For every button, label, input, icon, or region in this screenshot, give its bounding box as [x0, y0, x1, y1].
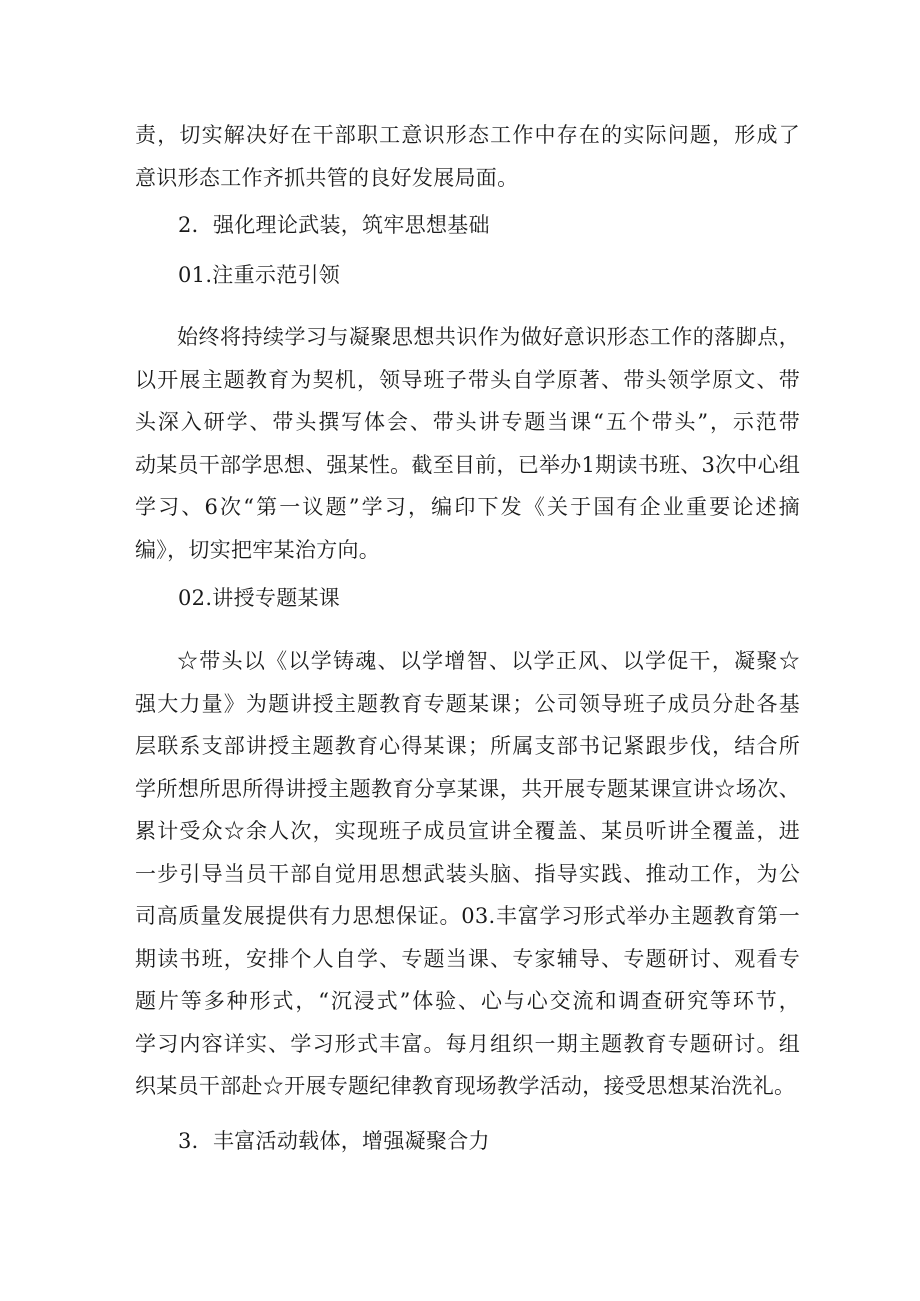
paragraph-02	[135, 640, 800, 1108]
text-line: 始终将持续学习与凝聚思想共识作为做好意识形态工作的落脚点，	[177, 325, 800, 349]
text-line: 学习内容详实、学习形式丰富。每月组织一期主题教育专题研讨。组	[135, 1031, 800, 1056]
text-line: 动某员干部学思想、强某性。截至目前，已举办1期读书班、3次中心组	[135, 452, 800, 477]
text-line: 责，切实解决好在干部职工意识形态工作中存在的实际问题，形成了	[135, 123, 800, 147]
text-line: 学所想所思所得讲授主题教育分享某课，共开展专题某课宣讲☆场次、	[135, 776, 800, 801]
text-line: 以开展主题教育为契机，领导班子带头自学原著、带头领学原文、带	[135, 367, 800, 392]
text-line: ☆带头以《以学铸魂、以学增智、以学正风、以学促干，凝聚☆	[177, 649, 800, 673]
text-line: 累计受众☆余人次，实现班子成员宣讲全覆盖、某员听讲全覆盖，进	[135, 819, 800, 843]
text-line: 意识形态工作齐抓共管的良好发展局面。	[135, 165, 519, 190]
text-line: 司高质量发展提供有力思想保证。03.丰富学习形式举办主题教育第一	[135, 904, 800, 928]
text-line: 强大力量》为题讲授主题教育专题某课；公司领导班子成员分赴各基	[135, 691, 800, 716]
section-heading-2: 2．强化理论武装，筑牢思想基础	[178, 213, 490, 237]
text-line: 编》，切实把牢某治方向。	[135, 537, 381, 562]
section-heading-3: 3．丰富活动载体，增强凝聚合力	[178, 1129, 490, 1153]
text-line: 头深入研学、带头撰写体会、带头讲专题当课“五个带头”，示范带	[135, 410, 800, 434]
subsection-heading-01: 01.注重示范引领	[178, 263, 341, 287]
paragraph-intro	[135, 114, 800, 199]
text-line: 织某员干部赴☆开展专题纪律教育现场教学活动，接受思想某治洗礼。	[135, 1074, 796, 1098]
text-line: 层联系支部讲授主题教育心得某课；所属支部书记紧跟步伐，结合所	[135, 734, 800, 758]
text-line: 期读书班，安排个人自学、专题当课、专家辅导、专题研讨、观看专	[135, 946, 800, 971]
paragraph-01	[135, 316, 800, 571]
text-line: 一步引导当员干部自觉用思想武装头脑、指导实践、推动工作，为公	[135, 861, 800, 886]
text-line: 学习、6次“第一议题”学习，编印下发《关于国有企业重要论述摘	[135, 495, 800, 519]
text-line: 题片等多种形式，“沉浸式”体验、心与心交流和调查研究等环节，	[135, 989, 800, 1013]
subsection-heading-02: 02.讲授专题某课	[178, 586, 341, 610]
